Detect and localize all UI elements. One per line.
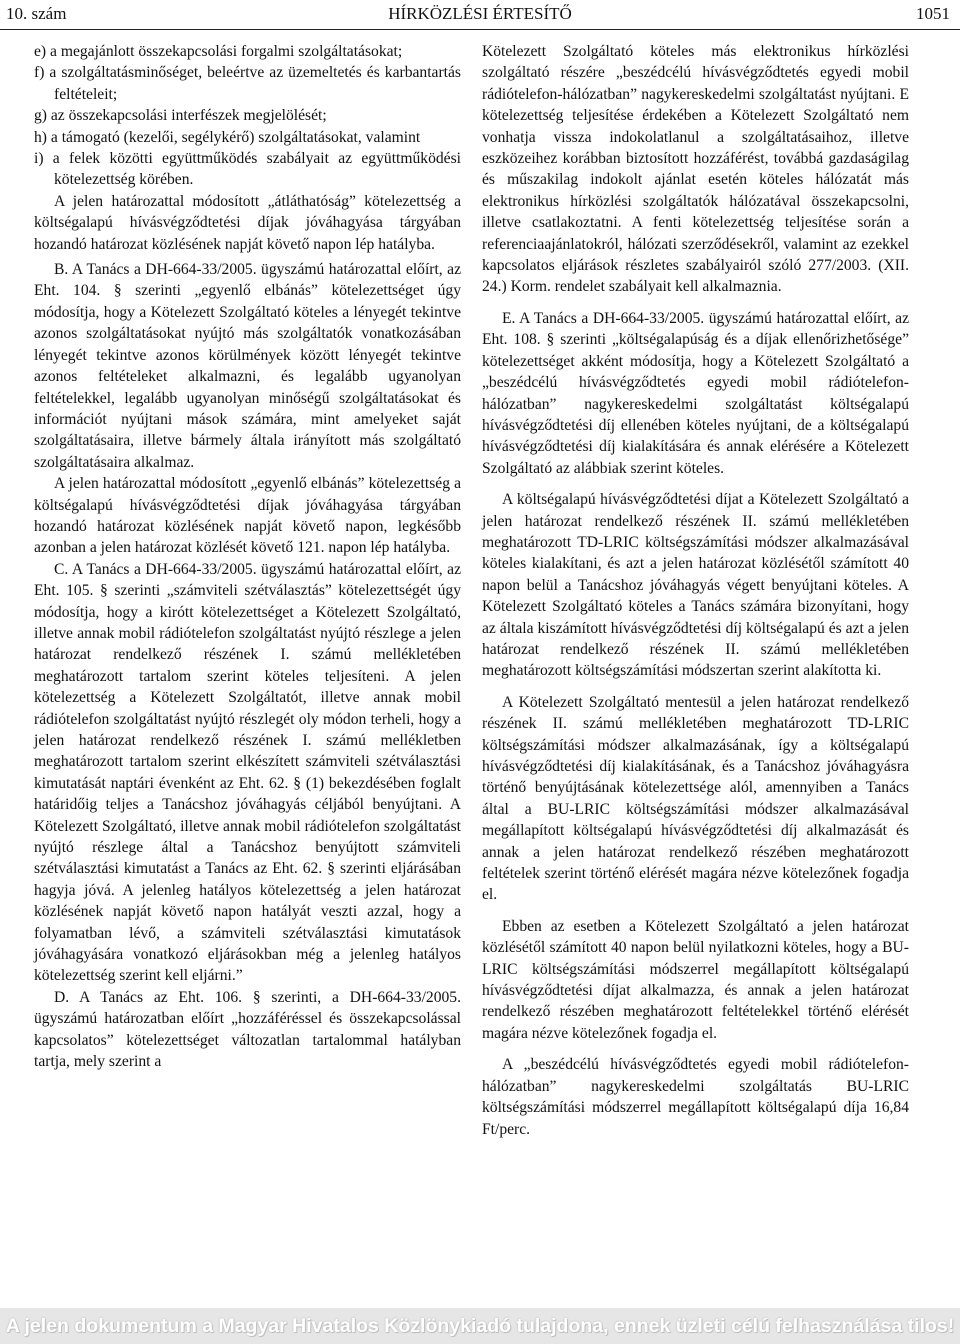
page-header [0, 0, 960, 28]
section-c: C. A Tanács a DH-664-33/2005. ügyszámú határozattal előírt, az Eht. 105. § szerinti „számviteli szétválasztás” kötelezettségét úgy módosítja, hogy a kirótt kötelezettséget a Kötelezett Szolgáltató, illetve annak mobil rádiótelefon szolgáltatást nyújtó részlege a jelen határozat rendelkező részének I. számú mellékletében meghatározott tartalom szerint köteles teljesíteni. A jelen kötelezettség a Kötelezett Szolgáltatót, illetve annak mobil rádiótelefon szolgáltatást nyújtó részlegét oly módon terheli, hogy a jelen határozat rendelkező részének I. számú mellékletben meghatározott tartalom szerint elkészített számviteli szétválasztási kimutatását naptári évenként az Eht. 62. § (1) bekezdésében foglalt határidőig teljes a Tanácshoz jóváhagyás céljából benyújtani. A Kötelezett Szolgáltató, illetve annak mobil rádiótelefon szolgáltatást nyújtó részlege által a Tanácshoz benyújtott számviteli szétválasztási kimutatást a Tanács az Eht. 62. § szerinti eljárásában hagyja jóvá. A jelenleg hatályos kötelezettség a jelen határozat közlésének napját követő napon hatályát veszti azzal, hogy a folyamatban lévő, a számviteli szétválasztási kimutatások jóváhagyására vonatkozó eljárásokban még a jelenleg hatályos kötelezettség szerint kell eljárni.” [34, 560, 461, 985]
header-rule [0, 29, 960, 30]
section-e: E. A Tanács a DH-664-33/2005. ügyszámú határozattal előírt, az Eht. 108. § szerinti „költségalapúság és a díjak ellenőrizhetősége” kötelezettséget akként módosítja, hogy a Kötelezett Szolgáltató a „beszédcélú hívásvégződtetés egyedi mobil rádiótelefon-hálózatban” nagykereskedelmi szolgáltatást költségalapú hívásvégződtetési díj ellenében köteles nyújtani, de a költségalapú hívásvégződtetési díj kialakítására és annak elérésére a Kötelezett Szolgáltató az alábbiak szerint köteles. [482, 309, 909, 477]
left-column [34, 41, 461, 1073]
section-d: D. A Tanács az Eht. 106. § szerinti, a DH-664-33/2005. ügyszámú határozatban előírt „hozzáféréssel és összekapcsolással kapcsolatos” kötelezettséget változatlan tartalommal hatályban tartja, mely szerint a [34, 988, 461, 1071]
paragraph: A Kötelezett Szolgáltató mentesül a jelen határozat rendelkező részének II. számú mellékletében meghatározott TD-LRIC költségszámítási módszer alkalmazásának, így a költségalapú hívásvégződtetési díj kialakításának, és a Tanácshoz jóváhagyásra történő benyújtásának kötelezettsége alól, amennyiben a Tanács által a BU-LRIC költségszámítási módszer alkalmazásával megállapított költségalapú hívásvégződtetési díj alkalmazását és annak a jelen határozat rendelkező részében meghatározott feltételek szerint történő elérését magára nézve kötelezőnek fogadja el. [482, 693, 909, 904]
copyright-watermark [0, 1308, 960, 1344]
paragraph: A jelen határozattal módosított „egyenlő elbánás” kötelezettség a költségalapú hívásvégződtetési díjak jóváhagyása tárgyában hozandó határozat közlésének napját követő napon, legkésőbb azonban a jelen határozat közlését követő 121. napon lép hatályba. [34, 475, 461, 557]
paragraph: A költségalapú hívásvégződtetési díjat a Kötelezett Szolgáltató a jelen határozat rendelkező részének II. számú mellékletében meghatározott TD-LRIC költségszámítási módszer alkalmazásával köteles kialakítani, és azt a jelen határozat közlésétől számított 40 napon belül a Tanácshoz jóváhagyás végett benyújtani köteles. A Kötelezett Szolgáltató köteles a Tanács számára bizonyítani, hogy az általa kiszámított hívásvégződtetési díj költségalapú és azt a jelen határozat rendelkező részének II. számú mellékletében meghatározott költségszámítási módszertan szerint alakította ki. [482, 491, 909, 680]
section-b: B. A Tanács a DH-664-33/2005. ügyszámú határozattal előírt, az Eht. 104. § szerinti „egyenlő elbánás” kötelezettséget úgy módosítja, hogy a Kötelezett Szolgáltató köteles a lényegét tekintve azonos szolgáltatásokat nyújtó más szolgáltatók vonatkozásában lényegét tekintve azonos körülmények között lényegét tekintve azonos feltételeket alkalmazni, és legalább ugyanolyan feltételekkel, legalább ugyanolyan minőségű szolgáltatásokat és információt nyújtani mások számára, mint amelyeket saját szolgáltatásaira, illetve bármely általa irányított más szolgáltató szolgáltatásaira alkalmaz. [34, 261, 461, 471]
list-item-i: i) a felek közötti együttműködés szabályait az együttműködési kötelezettség körében. [34, 150, 461, 189]
journal-title: HÍRKÖZLÉSI ÉRTESÍTŐ [388, 4, 572, 23]
list-item-h: h) a támogató (kezelői, segélykérő) szolgáltatásokat, valamint [34, 128, 421, 146]
copyright-notice: A jelen dokumentum a Magyar Hivatalos Közlönykiadó tulajdona, ennek üzleti célú felhasználása tilos! [5, 1315, 955, 1337]
issue-number: 10. szám [6, 4, 67, 23]
list-item-e: e) a megajánlott összekapcsolási forgalmi szolgáltatásokat; [34, 43, 403, 60]
paragraph: Kötelezett Szolgáltató köteles más elektronikus hírközlési szolgáltató részére „beszédcélú hívásvégződtetés egyedi mobil rádiótelefon-hálózatban” nagykereskedelmi szolgáltatást nyújtani. E kötelezettség teljesítése érdekében a Kötelezett Szolgáltató nem vonhatja vissza indokolatlanul a szolgáltatásaihoz, illetve eszközeihez korábban biztosított hozzáférést, továbbá gazdaságilag és műszakilag indokolt ajánlat esetén köteles hálózatát más elektronikus hírközlési szolgáltatók hálózatával összekapcsolni, illetve csatlakoztatni. A fenti kötelezettség teljesítése során a referenciaajánlatokról, hálózati szerződésekről, valamint az ezekkel kapcsolatos eljárások részletes szabályairól szóló 277/2003. (XII. 24.) Korm. rendelet szabályait kell alkalmaznia. [482, 43, 909, 296]
page-number: 1051 [916, 4, 950, 23]
list-item-g: g) az összekapcsolási interfészek megjelölését; [34, 107, 327, 125]
paragraph: Ebben az esetben a Kötelezett Szolgáltató a jelen határozat közlésétől számított 40 napon belül nyilatkozni köteles, hogy a BU-LRIC költségszámítási módszerrel megállapított költségalapú hívásvégződtetési díjat alkalmazza, és annak a jelen határozat rendelkező részében meghatározott feltételekkel történő elérését magára nézve kötelezőnek fogadja el. [482, 917, 909, 1042]
paragraph: A „beszédcélú hívásvégződtetés egyedi mobil rádiótelefon-hálózatban” nagykereskedelmi szolgáltatás BU-LRIC költségszámítási módszerrel megállapított költségalapú díja 16,84 Ft/perc. [482, 1056, 909, 1138]
right-column [482, 41, 909, 1140]
paragraph: A jelen határozattal módosított „átláthatóság” kötelezettség a költségalapú hívásvégződtetési díjak jóváhagyása tárgyában hozandó határozat közlésének napját követő napon lép hatályba. [34, 192, 461, 253]
list-item-f: f) a szolgáltatásminőséget, beleértve az üzemeltetés és karbantartás feltételeit; [34, 64, 461, 103]
